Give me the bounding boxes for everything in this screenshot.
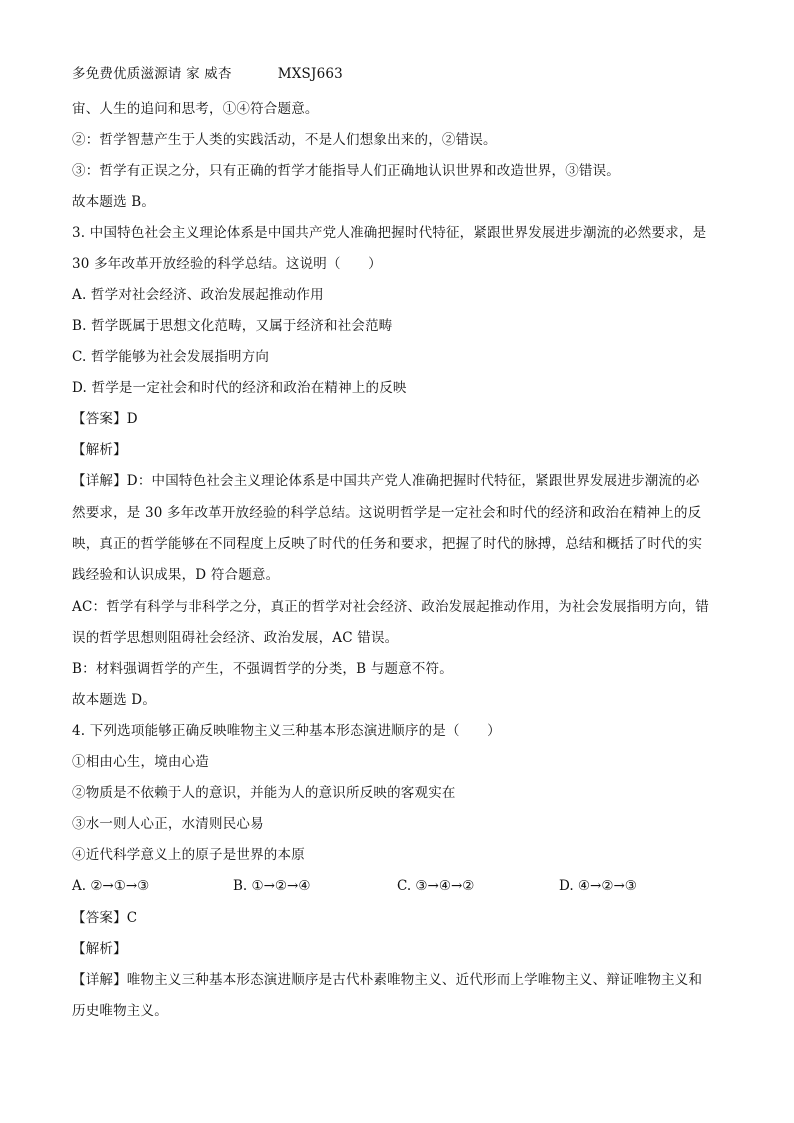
q3-option-d: D. 哲学是一定社会和时代的经济和政治在精神上的反映 [72, 380, 407, 396]
q4-detail-line-2: 历史唯物主义。 [72, 1003, 168, 1019]
q2-conclusion: 故本题选 B。 [72, 194, 156, 210]
q3-option-c: C. 哲学能够为社会发展指明方向 [72, 349, 270, 365]
q3-detail-line-2: 然要求，是 30 多年改革开放经验的科学总结。这说明哲学是一定社会和时代的经济和政治在精神上的反 [72, 505, 702, 521]
q4-item-3: ③水一则人心正，水清则民心易 [72, 816, 264, 832]
q4-item-1: ①相由心生，境由心造 [72, 754, 209, 770]
q2-tail-line-3: ③：哲学有正误之分，只有正确的哲学才能指导人们正确地认识世界和改造世界，③错误。 [72, 163, 620, 179]
q4-stem: 4. 下列选项能够正确反映唯物主义三种基本形态演进顺序的是（ ） [72, 723, 501, 739]
q4-item-2: ②物质是不依赖于人的意识，并能为人的意识所反映的客观实在 [72, 785, 456, 801]
q3-option-b: B. 哲学既属于思想文化范畴，又属于经济和社会范畴 [72, 318, 393, 334]
q4-analysis-heading: 【解析】 [72, 941, 127, 957]
page-header [72, 64, 734, 84]
q4-options-row [72, 876, 722, 896]
q3-conclusion: 故本题选 D。 [72, 692, 157, 708]
q3-stem-line-2: 30 多年改革开放经验的科学总结。这说明（ ） [72, 256, 382, 272]
q3-analysis-heading: 【解析】 [72, 442, 127, 458]
q4-option-d: D. ④→②→③ [559, 878, 637, 894]
q3-option-a: A. 哲学对社会经济、政治发展起推动作用 [72, 287, 324, 303]
header-watermark-text: 多免费优质滋源请 家 威杏 [72, 66, 232, 82]
q4-option-b: B. ①→②→④ [233, 878, 311, 894]
q3-detail-line-4: 践经验和认识成果，D 符合题意。 [72, 567, 280, 583]
q4-detail-line-1: 【详解】唯物主义三种基本形态演进顺序是古代朴素唯物主义、近代形而上学唯物主义、辩证唯物主义和 [72, 972, 703, 988]
q3-answer: 【答案】D [72, 411, 138, 427]
q2-tail-line-2: ②：哲学智慧产生于人类的实践活动，不是人们想象出来的，②错误。 [72, 132, 497, 148]
q4-item-4: ④近代科学意义上的原子是世界的本原 [72, 847, 305, 863]
q3-detail-line-1: 【详解】D：中国特色社会主义理论体系是中国共产党人准确把握时代特征，紧跟世界发展进步潮流的必 [72, 473, 700, 489]
q3-detail-line-5: AC：哲学有科学与非科学之分，真正的哲学对社会经济、政治发展起推动作用，为社会发展指明方向，错 [72, 599, 709, 615]
q4-option-a: A. ②→①→③ [72, 878, 150, 894]
q2-tail-line-1: 宙、人生的追问和思考，①④符合题意。 [72, 101, 319, 117]
header-code: MXSJ663 [277, 66, 343, 82]
q3-detail-line-3: 映，真正的哲学能够在不同程度上反映了时代的任务和要求，把握了时代的脉搏，总结和概括了时代的实 [72, 536, 703, 552]
q3-stem-line-1: 3. 中国特色社会主义理论体系是中国共产党人准确把握时代特征，紧跟世界发展进步潮流的必然要求，是 [72, 225, 707, 241]
q4-option-c: C. ③→④→② [397, 878, 475, 894]
q3-detail-line-7: B：材料强调哲学的产生，不强调哲学的分类，B 与题意不符。 [72, 661, 453, 677]
q4-answer: 【答案】C [72, 910, 138, 926]
q3-detail-line-6: 误的哲学思想则阻碍社会经济、政治发展，AC 错误。 [72, 630, 399, 646]
